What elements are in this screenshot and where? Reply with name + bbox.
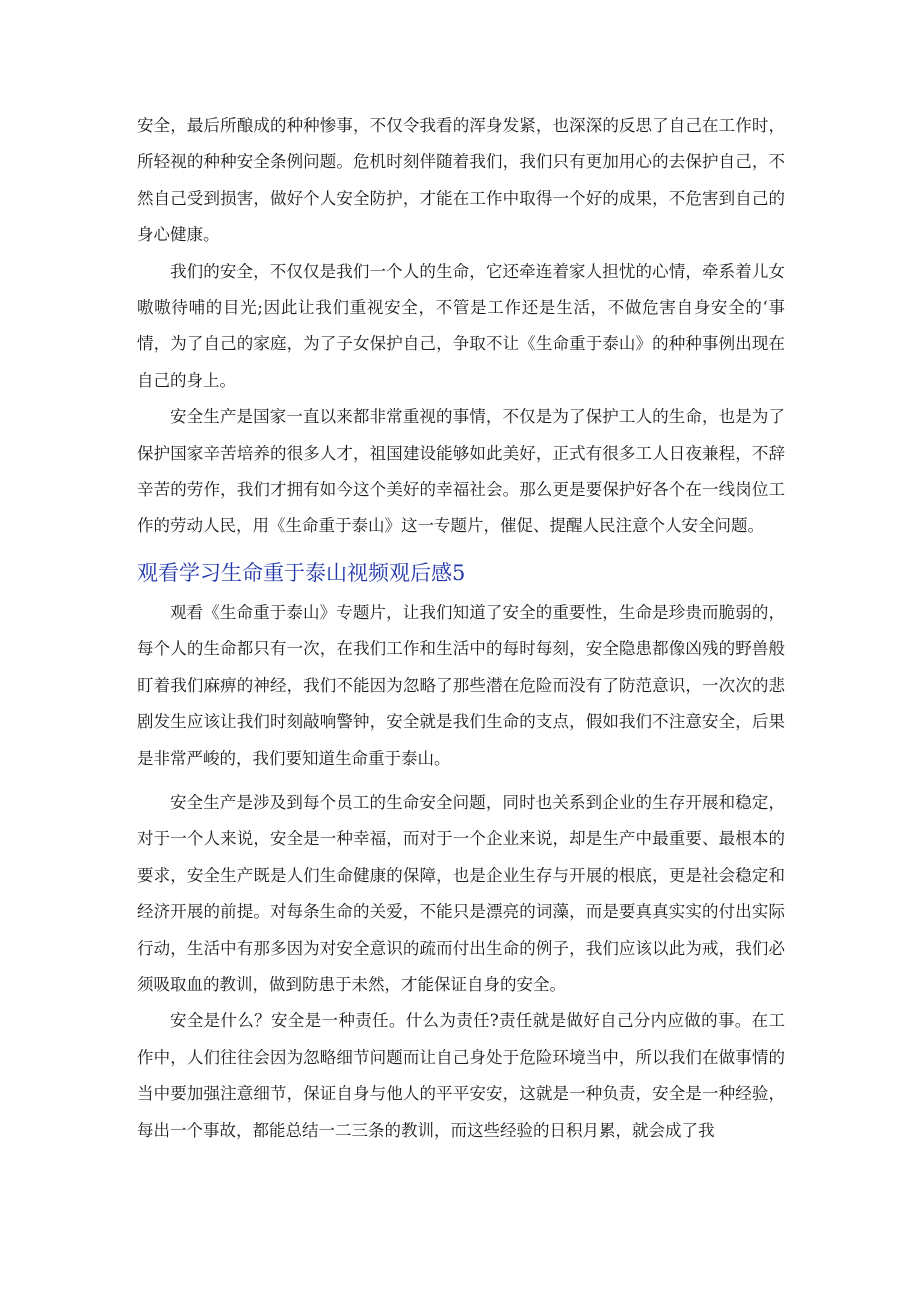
- paragraph-continuation: 安全，最后所酿成的种种惨事，不仅令我看的浑身发紧，也深深的反思了自己在工作时，所轻视的种种安全条例问题。危机时刻伴随着我们，我们只有更加用心的去保护自己，不然自己受到损害，做好个人安全防护，才能在工作中取得一个好的成果，不危害到自己的身心健康。: [137, 116, 785, 245]
- paragraph-employee-safety: 安全生产是涉及到每个员工的生命安全问题，同时也关系到企业的生存开展和稳定，对于一个人来说，安全是一种幸福，而对于一个企业来说，却是生产中最重要、最根本的要求，安全生产既是人们生命健康的保障，也是企业生存与开展的根底，更是社会稳定和经济开展的前提。对每条生命的关爱，不能只是漂亮的词藻，而是要真真实实的付出实际行动，生活中有那多因为对安全意识的疏而付出生命的例子，我们应该以此为戒，我们必须吸取血的教训，做到防患于未然，才能保证自身的安全。: [137, 792, 785, 994]
- paragraph-national-safety: 安全生产是国家一直以来都非常重视的事情，不仅是为了保护工人的生命，也是为了保护国家辛苦培养的很多人才，祖国建设能够如此美好，正式有很多工人日夜兼程，不辞辛苦的劳作，我们才拥有如今这个美好的幸福社会。那么更是要保护好各个在一线岗位工作的劳动人民，用《生命重于泰山》这一专题片，催促、提醒人民注意个人安全问题。: [137, 407, 785, 536]
- paragraph-importance: 观看《生命重于泰山》专题片，让我们知道了安全的重要性，生命是珍贵而脆弱的，每个人的生命都只有一次，在我们工作和生活中的每时每刻，安全隐患都像凶残的野兽般盯着我们麻痹的神经，我们不能因为忽略了那些潜在危险而没有了防范意识，一次次的悲剧发生应该让我们时刻敲响警钟，安全就是我们生命的支点，假如我们不注意安全，后果是非常严峻的，我们要知道生命重于泰山。: [137, 602, 785, 768]
- paragraph-family-safety: 我们的安全，不仅仅是我们一个人的生命，它还牵连着家人担忧的心情，牵系着儿女嗷嗷待哺的目光;因此让我们重视安全，不管是工作还是生活，不做危害自身安全的‘事情，为了自己的家庭，为了子女保护自己，争取不让《生命重于泰山》的种种事例出现在自己的身上。: [137, 261, 785, 390]
- section-heading: 观看学习生命重于泰山视频观后感5: [137, 560, 466, 585]
- document-body: [137, 108, 785, 1149]
- paragraph-responsibility: 安全是什么？安全是一种责任。什么为责任?责任就是做好自己分内应做的事。在工作中，人们往往会因为忽略细节问题而让自己身处于危险环境当中，所以我们在做事情的当中要加强注意细节，保证自身与他人的平平安安，这就是一种负责，安全是一种经验，每出一个事故，都能总结一二三条的教训，而这些经验的日积月累，就会成了我: [137, 1011, 785, 1140]
